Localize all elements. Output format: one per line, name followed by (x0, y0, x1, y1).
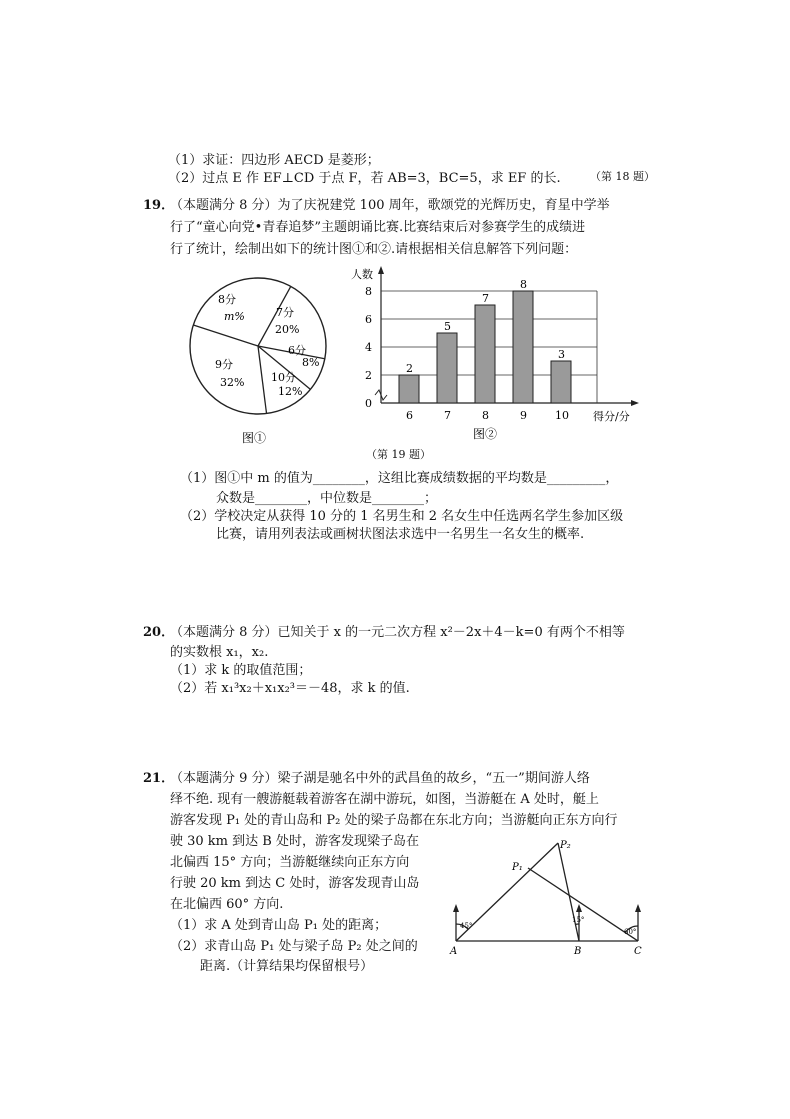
bar-value-6: 2 (406, 362, 413, 375)
q21-part2a: （2）求青山岛 P₁ 处与梁子岛 P₂ 处之间的 (170, 939, 418, 954)
q21-line6: 行驶 20 km 到达 C 处时，游客发现青山岛 (170, 876, 420, 891)
q19-line1: （本题满分 8 分）为了庆祝建党 100 周年，歌颂党的光辉历史，育星中学举 (170, 198, 610, 213)
pie-pct-6: 8% (302, 356, 320, 369)
q18-part1: （1）求证：四边形 AECD 是菱形； (168, 153, 380, 168)
q21-line7: 在北偏西 60° 方向. (170, 897, 284, 912)
q21-part2b: 距离.（计算结果均保留根号） (200, 959, 374, 974)
y-axis-arrow (378, 266, 384, 274)
bar-ylabel: 人数 (351, 268, 373, 281)
pie-chart (180, 270, 340, 450)
line-CP1 (528, 868, 638, 941)
bar-xlabel: 得分/分 (593, 410, 630, 423)
label-P1: P₁ (512, 862, 523, 873)
q21-line3: 游客发现 P₁ 处的青山岛和 P₂ 处的梁子岛都在东北方向；当游艇向正东方向行 (170, 813, 618, 828)
q19-line3: 行了统计，绘制出如下的统计图①和②.请根据相关信息解答下列问题： (170, 242, 578, 257)
bar-value-10: 3 (558, 348, 565, 361)
pie-caption: 图① (242, 431, 267, 445)
q21-diagram (448, 838, 648, 960)
pie-pct-9: 32% (220, 376, 245, 389)
pie-label-6: 6分 (288, 344, 306, 357)
pie-pct-10: 12% (278, 385, 303, 398)
label-B: B (574, 946, 582, 957)
x-axis-arrow (631, 400, 639, 406)
y-tick-2: 2 (365, 369, 372, 382)
x-tick-6: 6 (406, 409, 413, 422)
pie-pct-8: m% (224, 310, 245, 323)
q21-line2: 绎不绝. 现有一艘游艇载着游客在湖中游玩，如图，当游艇在 A 处时，艇上 (170, 792, 599, 807)
q20-part2: （2）若 x₁³x₂＋x₁x₂³＝－48，求 k 的值. (170, 681, 410, 696)
x-tick-7: 7 (444, 409, 451, 422)
bar-7 (437, 333, 457, 403)
q21-line4: 驶 30 km 到达 B 处时，游客发现梁子岛在 (170, 834, 419, 849)
label-P2: P₂ (560, 840, 571, 851)
q21-line5: 北偏西 15° 方向；当游艇继续向正东方向 (170, 855, 410, 870)
q19-number: 19． (143, 198, 175, 213)
bar-9 (513, 291, 533, 403)
bar-8 (475, 305, 495, 403)
bar-value-9: 8 (520, 278, 527, 291)
angle-B: 15° (572, 916, 585, 924)
pie-label-9: 9分 (215, 358, 233, 371)
q18-caption: （第 18 题） (590, 170, 655, 183)
q19-part2a: （2）学校决定从获得 10 分的 1 名男生和 2 名女生中任选两名学生参加区级 (180, 509, 624, 524)
q20-line1: （本题满分 8 分）已知关于 x 的一元二次方程 x²－2x＋4－k=0 有两个不相等 (170, 625, 625, 640)
pie-label-10: 10分 (271, 371, 296, 384)
north-arrow-A (453, 904, 459, 912)
y-tick-4: 4 (365, 341, 372, 354)
y-tick-6: 6 (365, 313, 372, 326)
q20-number: 20． (143, 625, 175, 640)
q19-part1b: 众数是________，中位数是________； (216, 491, 438, 506)
q18-part2: （2）过点 E 作 EF⊥CD 于点 F，若 AB=3，BC=5，求 EF 的长. (168, 171, 561, 186)
bar-10 (551, 361, 571, 403)
bar-value-7: 5 (444, 320, 451, 333)
pie-pct-7: 20% (275, 323, 300, 336)
bar-6 (399, 375, 419, 403)
north-arrow-C (635, 904, 641, 912)
q21-part1: （1）求 A 处到青山岛 P₁ 处的距离； (170, 918, 388, 933)
angle-A: 45° (460, 922, 473, 930)
q19-caption: （第 19 题） (366, 448, 431, 461)
pie-label-7: 7分 (276, 306, 294, 319)
q19-line2: 行了“童心向党•青春追梦”主题朗诵比赛.比赛结束后对参赛学生的成绩进 (170, 220, 586, 235)
q20-part1: （1）求 k 的取值范围； (170, 663, 312, 678)
north-arrow-B (576, 904, 582, 912)
q19-part1a: （1）图①中 m 的值为________，这组比赛成绩数据的平均数是_________， (180, 471, 619, 486)
x-tick-8: 8 (482, 409, 489, 422)
q21-number: 21． (143, 771, 175, 786)
label-C: C (634, 946, 642, 957)
x-tick-9: 9 (520, 409, 527, 422)
q21-line1: （本题满分 9 分）梁子湖是驰名中外的武昌鱼的故乡，“五一”期间游人络 (170, 771, 590, 786)
x-tick-10: 10 (555, 409, 569, 422)
q20-line2: 的实数根 x₁，x₂. (170, 645, 269, 660)
q19-part2b: 比赛，请用列表法或画树状图法求选中一名男生一名女生的概率. (216, 527, 585, 542)
pie-label-8: 8分 (218, 293, 236, 306)
bar-value-8: 7 (482, 292, 489, 305)
bar-chart (345, 262, 645, 452)
bar-caption: 图② (473, 427, 498, 441)
y-tick-0: 0 (365, 397, 372, 410)
angle-C: 60° (624, 928, 637, 936)
y-tick-8: 8 (365, 285, 372, 298)
label-A: A (450, 946, 458, 957)
line-P2B (558, 843, 579, 941)
